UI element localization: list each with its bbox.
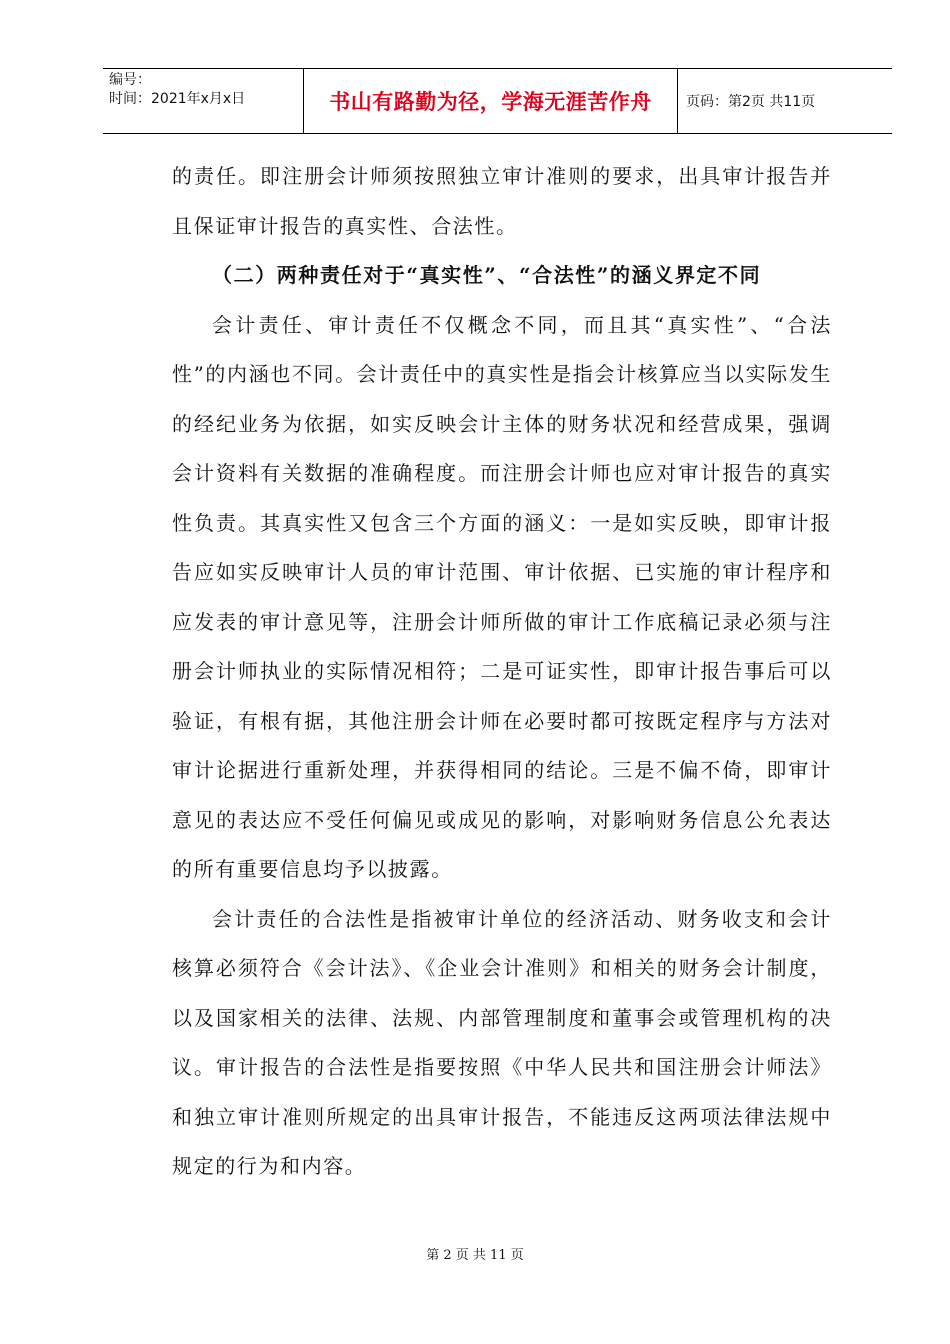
header-meta [103, 69, 304, 133]
page-footer: 第 2 页 共 11 页 [426, 1248, 524, 1263]
paragraph-legality: 会计责任的合法性是指被审计单位的经济活动、财务收支和会计核算必须符合《会计法》、《企业会计准则》和相关的财务会计制度，以及国家相关的法律、法规、内部管理制度和董事会或管理机构的决议。审计报告的合法性是指要按照《中华人民共和国注册会计师法》和独立审计准则所规定的出具审计报告，不能违反这两项法律法规中规定的行为和内容。 [172, 906, 832, 1178]
section-heading: （二）两种责任对于“真实性”、“合法性”的涵义界定不同 [212, 263, 762, 287]
header-page-info: 页码：第2页 共11页 [686, 94, 816, 110]
paragraph-authenticity: 会计责任、审计责任不仅概念不同，而且其“真实性”、“合法性”的内涵也不同。会计责任中的真实性是指会计核算应当以实际发生的经纪业务为依据，如实反映会计主体的财务状况和经营成果，强调会计资料有关数据的准确程度。而注册会计师也应对审计报告的真实性负责。其真实性又包含三个方面的涵义：一是如实反映，即审计报告应如实反映审计人员的审计范围、审计依据、已实施的审计程序和应发表的审计意见等，注册会计师所做的审计工作底稿记录必须与注册会计师执业的实际情况相符；二是可证实性，即审计报告事后可以验证，有根有据，其他注册会计师在必要时都可按既定程序与方法对审计论据进行重新处理，并获得相同的结论。三是不偏不倚，即审计意见的表达应不受任何偏见或成见的影响，对影响财务信息公允表达的所有重要信息均予以披露。 [172, 312, 832, 881]
document-number-label: 编号： [109, 72, 151, 88]
document-body [172, 152, 832, 1192]
page-header [103, 68, 892, 134]
header-motto: 书山有路勤为径，学海无涯苦作舟 [304, 69, 678, 133]
document-time-label: 时间：2021年x月x日 [109, 91, 246, 107]
paragraph-continuation: 的责任。即注册会计师须按照独立审计准则的要求，出具审计报告并且保证审计报告的真实性、合法性。 [172, 164, 832, 238]
